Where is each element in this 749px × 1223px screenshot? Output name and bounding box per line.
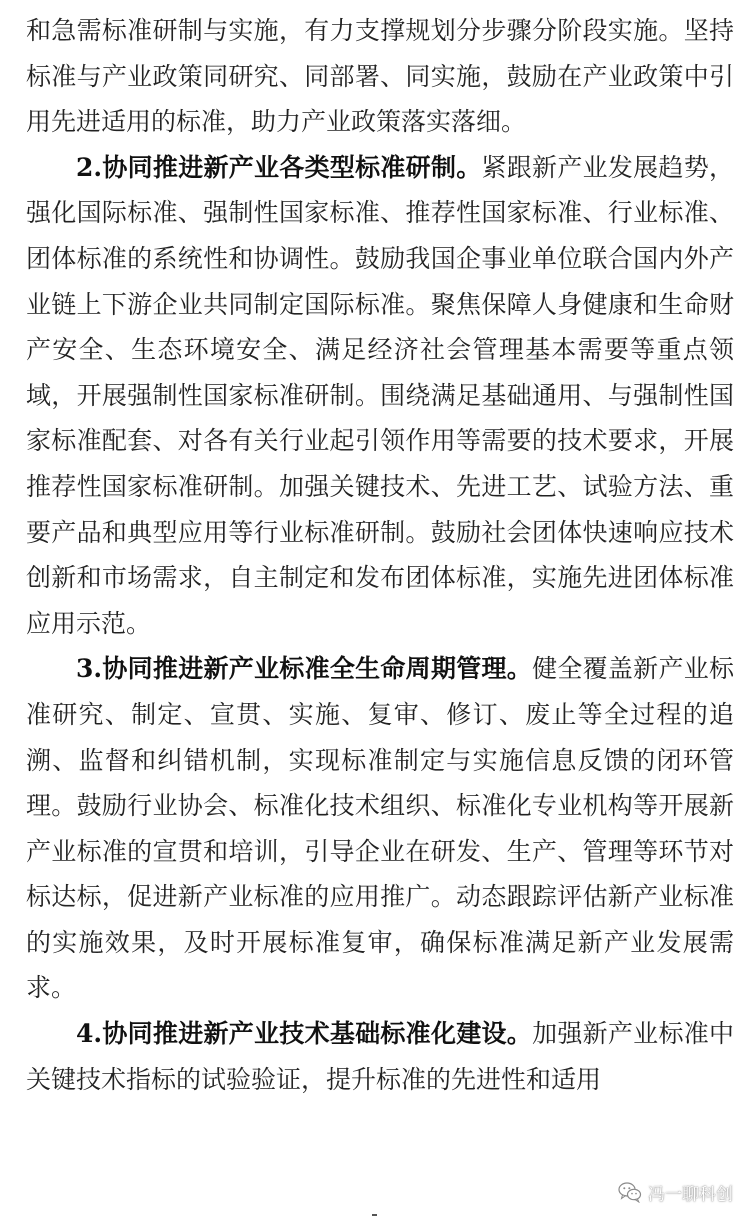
page-edge-mark — [372, 1214, 377, 1220]
paragraph-3 — [26, 646, 734, 1011]
paragraph-3-heading: 3.协同推进新产业标准全生命周期管理。 — [76, 654, 533, 684]
paragraph-3-text: 健全覆盖新产业标准研究、制定、宣贯、实施、复审、修订、废止等全过程的追溯、监督和纠错机制，实现标准制定与实施信息反馈的闭环管理。鼓励行业协会、标准化技术组织、标准化专业机构等开展新产业标准的宣贯和培训，引导企业在研发、生产、管理等环节对标达标，促进新产业标准的应用推广。动态跟踪评估新产业标准的实施效果，及时开展标准复审，确保标准满足新产业发展需求。 — [26, 654, 734, 1003]
watermark-text: 冯一聊科创 — [648, 1184, 733, 1205]
paragraph-4-heading: 4.协同推进新产业技术基础标准化建设。 — [76, 1019, 533, 1049]
document-body — [26, 8, 734, 1102]
paragraph-1-text: 和急需标准研制与实施，有力支撑规划分步骤分阶段实施。坚持标准与产业政策同研究、同部署、同实施，鼓励在产业政策中引用先进适用的标准，助力产业政策落实落细。 — [26, 16, 734, 137]
wechat-icon — [618, 1181, 642, 1203]
paragraph-4-text: 加强新产业标准中关键技术指标的试验验证，提升标准的先进性和适用 — [26, 1019, 734, 1094]
paragraph-2 — [26, 145, 734, 647]
paragraph-1 — [26, 8, 734, 145]
paragraph-2-heading: 2.协同推进新产业各类型标准研制。 — [76, 152, 482, 182]
paragraph-4 — [26, 1011, 734, 1102]
watermark — [618, 1177, 733, 1207]
paragraph-2-text: 紧跟新产业发展趋势，强化国际标准、强制性国家标准、推荐性国家标准、行业标准、团体标准的系统性和协调性。鼓励我国企事业单位联合国内外产业链上下游企业共同制定国际标准。聚焦保障人身健康和生命财产安全、生态环境安全、满足经济社会管理基本需要等重点领域，开展强制性国家标准研制。围绕满足基础通用、与强制性国家标准配套、对各有关行业起引领作用等需要的技术要求，开展推荐性国家标准研制。加强关键技术、先进工艺、试验方法、重要产品和典型应用等行业标准研制。鼓励社会团体快速响应技术创新和市场需求，自主制定和发布团体标准，实施先进团体标准应用示范。 — [26, 152, 734, 638]
